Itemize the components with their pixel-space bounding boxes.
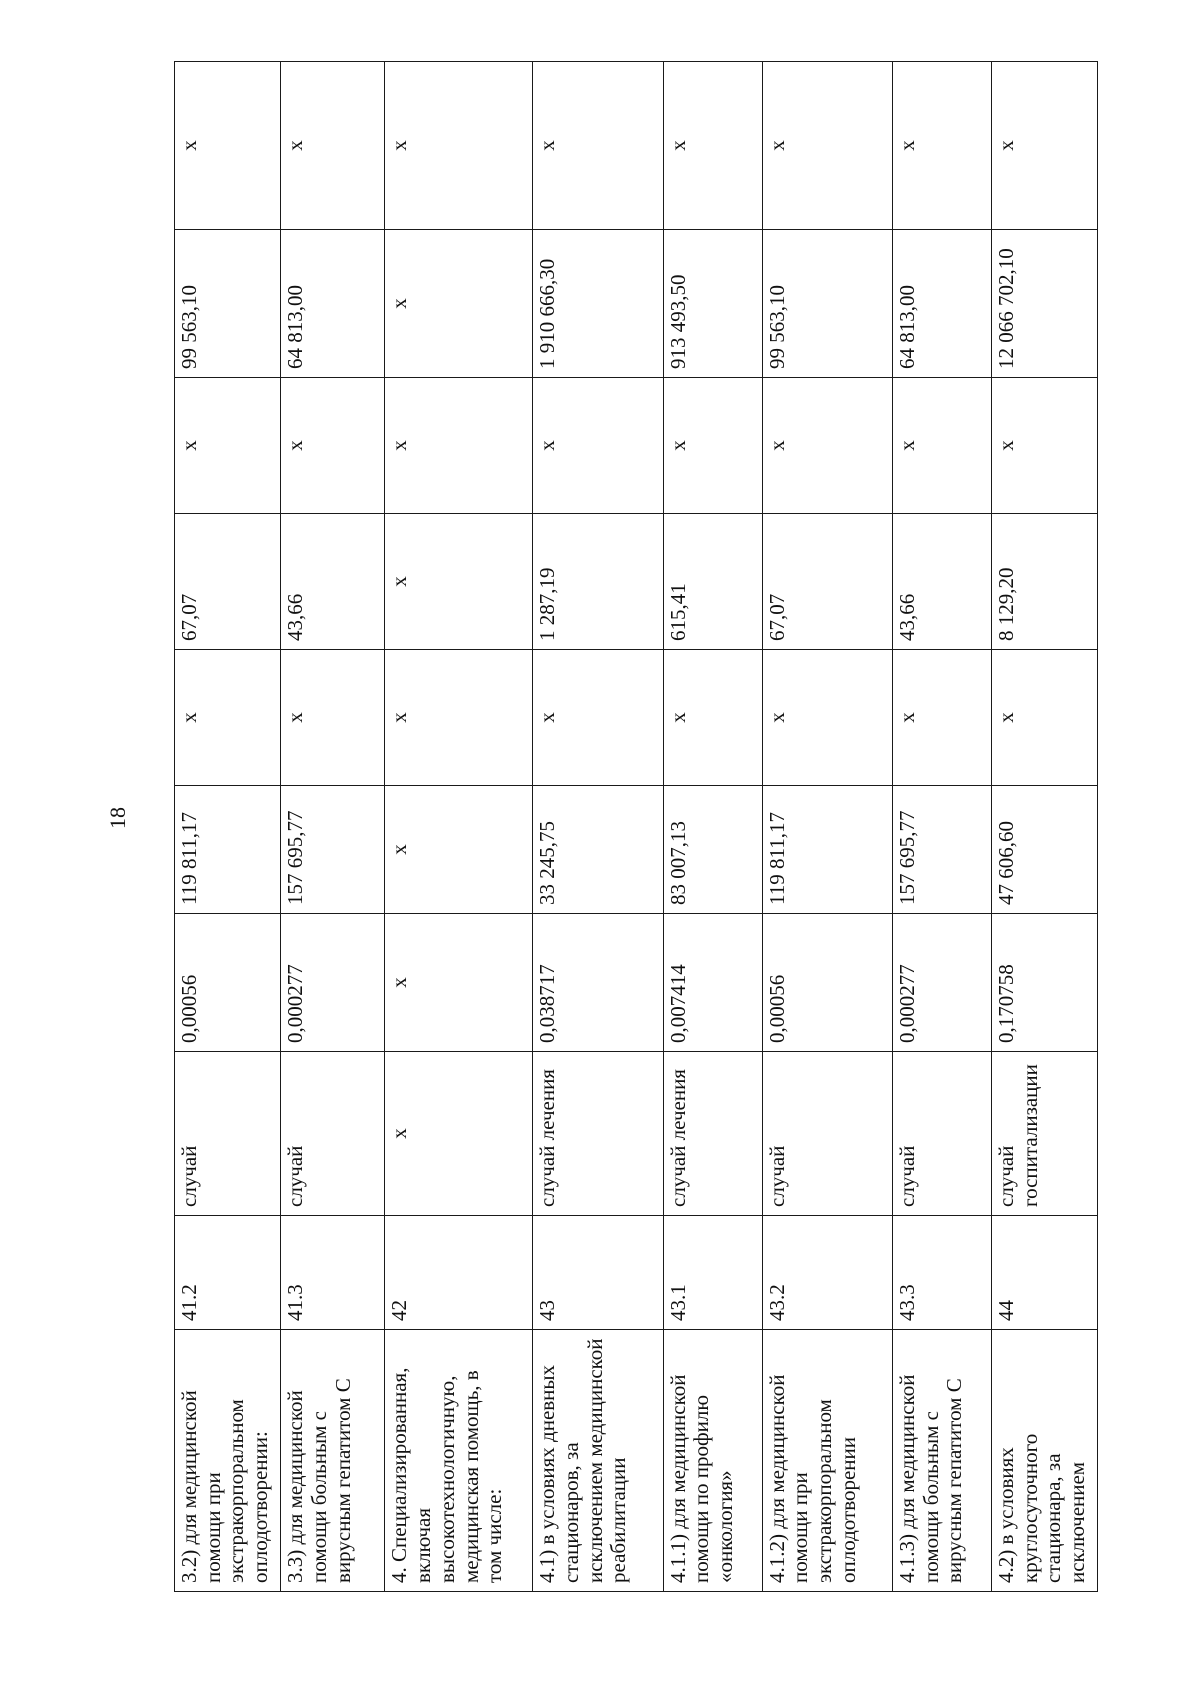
- row-norm-cost: 157 695,77: [892, 786, 991, 914]
- table-row: [892, 62, 991, 1592]
- row-code: 43: [533, 1216, 663, 1330]
- row-norm-volume: 0,170758: [991, 914, 1097, 1052]
- row-cost-budget: х: [385, 378, 533, 514]
- row-per-capita-budget: х: [533, 650, 663, 786]
- row-norm-cost: х: [385, 786, 533, 914]
- row-code: 41.3: [281, 1216, 385, 1330]
- table-row: [175, 62, 281, 1592]
- row-unit: случай лечения: [663, 1052, 762, 1216]
- row-norm-cost: 33 245,75: [533, 786, 663, 914]
- row-name: 4.1.3) для медицинской помощи больным с вирусным гепатитом С: [892, 1330, 991, 1592]
- row-norm-volume: 0,00056: [175, 914, 281, 1052]
- row-code: 41.2: [175, 1216, 281, 1330]
- row-cost-budget: х: [281, 378, 385, 514]
- row-cost-oms: 99 563,10: [762, 230, 892, 378]
- row-percent: х: [281, 62, 385, 230]
- row-unit: случай: [892, 1052, 991, 1216]
- row-unit: случай лечения: [533, 1052, 663, 1216]
- row-name: 4.1.2) для медицинской помощи при экстракорпоральном оплодотворении: [762, 1330, 892, 1592]
- row-per-capita-oms: 67,07: [762, 514, 892, 650]
- row-per-capita-budget: х: [175, 650, 281, 786]
- row-percent: х: [175, 62, 281, 230]
- table-row: [533, 62, 663, 1592]
- table-row: [663, 62, 762, 1592]
- table-row: [281, 62, 385, 1592]
- row-norm-cost: 47 606,60: [991, 786, 1097, 914]
- row-cost-budget: х: [533, 378, 663, 514]
- row-per-capita-oms: 1 287,19: [533, 514, 663, 650]
- row-per-capita-budget: х: [281, 650, 385, 786]
- rotated-table-block: [174, 62, 1098, 1592]
- row-norm-volume: 0,000277: [281, 914, 385, 1052]
- row-cost-budget: х: [175, 378, 281, 514]
- row-per-capita-budget: х: [385, 650, 533, 786]
- row-cost-oms: 12 066 702,10: [991, 230, 1097, 378]
- row-unit: х: [385, 1052, 533, 1216]
- row-cost-budget: х: [991, 378, 1097, 514]
- row-code: 43.3: [892, 1216, 991, 1330]
- row-norm-cost: 157 695,77: [281, 786, 385, 914]
- row-cost-oms: 64 813,00: [281, 230, 385, 378]
- row-cost-oms: 99 563,10: [175, 230, 281, 378]
- row-unit: случай: [281, 1052, 385, 1216]
- row-per-capita-budget: х: [762, 650, 892, 786]
- row-unit: случай: [762, 1052, 892, 1216]
- row-per-capita-budget: х: [663, 650, 762, 786]
- row-norm-volume: 0,00056: [762, 914, 892, 1052]
- row-cost-oms: 1 910 666,30: [533, 230, 663, 378]
- row-unit: случай: [175, 1052, 281, 1216]
- row-percent: х: [892, 62, 991, 230]
- row-norm-volume: 0,038717: [533, 914, 663, 1052]
- row-name: 4.1.1) для медицинской помощи по профилю «онкология»: [663, 1330, 762, 1592]
- row-cost-oms: 64 813,00: [892, 230, 991, 378]
- row-cost-oms: 913 493,50: [663, 230, 762, 378]
- row-per-capita-oms: 67,07: [175, 514, 281, 650]
- row-percent: х: [663, 62, 762, 230]
- row-per-capita-oms: х: [385, 514, 533, 650]
- row-cost-oms: х: [385, 230, 533, 378]
- row-cost-budget: х: [762, 378, 892, 514]
- data-table: [174, 61, 1098, 1592]
- row-code: 42: [385, 1216, 533, 1330]
- row-percent: х: [385, 62, 533, 230]
- row-cost-budget: х: [663, 378, 762, 514]
- row-name: 4.2) в условиях круглосуточного стационара, за исключением: [991, 1330, 1097, 1592]
- row-per-capita-oms: 43,66: [281, 514, 385, 650]
- row-per-capita-budget: х: [991, 650, 1097, 786]
- row-per-capita-oms: 43,66: [892, 514, 991, 650]
- page-number: 18: [105, 807, 130, 829]
- row-per-capita-oms: 615,41: [663, 514, 762, 650]
- row-norm-cost: 83 007,13: [663, 786, 762, 914]
- table-row: [762, 62, 892, 1592]
- row-unit: случай госпитализации: [991, 1052, 1097, 1216]
- row-norm-cost: 119 811,17: [175, 786, 281, 914]
- table-row: [385, 62, 533, 1592]
- row-name: 4. Специализированная, включая высокотехнологичную, медицинская помощь, в том числе:: [385, 1330, 533, 1592]
- row-norm-cost: 119 811,17: [762, 786, 892, 914]
- row-percent: х: [533, 62, 663, 230]
- row-code: 43.2: [762, 1216, 892, 1330]
- row-code: 43.1: [663, 1216, 762, 1330]
- row-cost-budget: х: [892, 378, 991, 514]
- row-norm-volume: 0,000277: [892, 914, 991, 1052]
- row-per-capita-budget: х: [892, 650, 991, 786]
- row-name: 4.1) в условиях дневных стационаров, за исключением медицинской реабилитации: [533, 1330, 663, 1592]
- row-percent: х: [762, 62, 892, 230]
- row-percent: х: [991, 62, 1097, 230]
- row-norm-volume: х: [385, 914, 533, 1052]
- row-name: 3.3) для медицинской помощи больным с вирусным гепатитом С: [281, 1330, 385, 1592]
- row-per-capita-oms: 8 129,20: [991, 514, 1097, 650]
- row-norm-volume: 0,007414: [663, 914, 762, 1052]
- row-name: 3.2) для медицинской помощи при экстракорпоральном оплодотворении:: [175, 1330, 281, 1592]
- row-code: 44: [991, 1216, 1097, 1330]
- table-row: [991, 62, 1097, 1592]
